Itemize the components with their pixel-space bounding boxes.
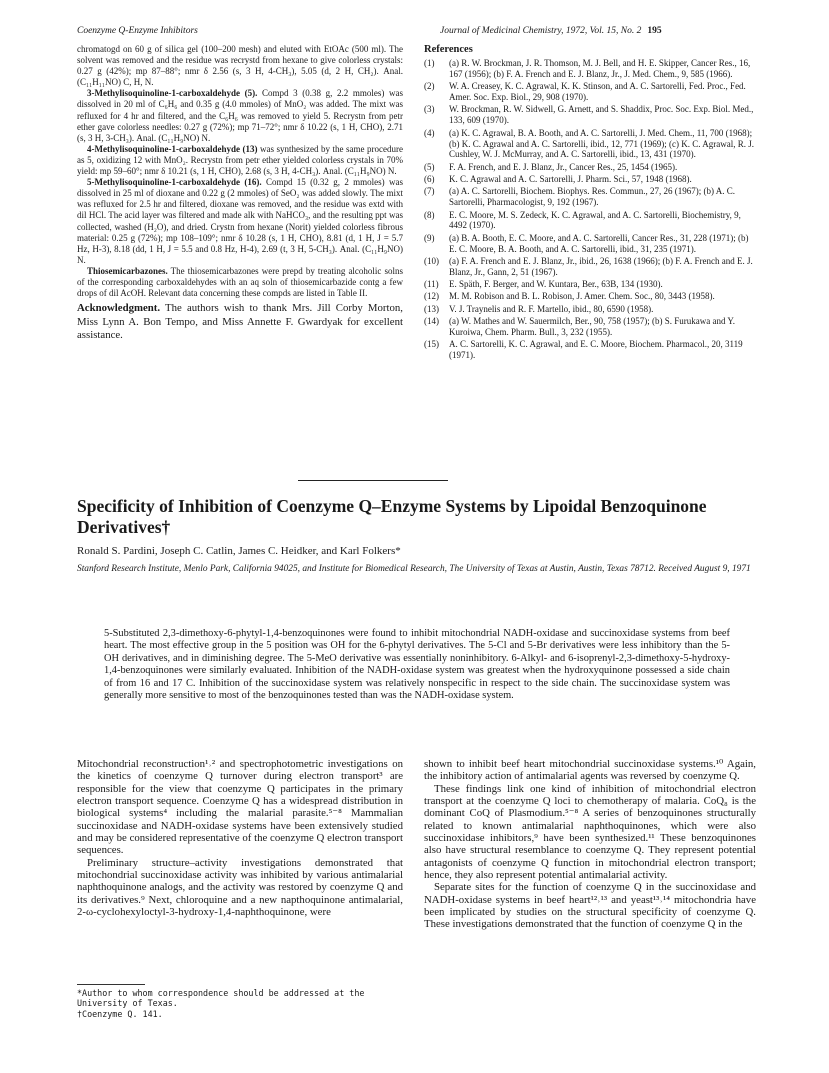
- reference-item: (3) W. Brockman, R. W. Sidwell, G. Arnett, and S. Shaddix, Proc. Soc. Exp. Biol. Med., 133, 609 (1970).: [424, 104, 754, 126]
- compound-heading: Thiosemicarbazones.: [87, 265, 168, 276]
- reference-item: (4) (a) K. C. Agrawal, B. A. Booth, and A. C. Sartorelli, J. Med. Chem., 11, 700 (1968); (b) K. C. Agrawal and A. C. Sartorelli, ibid., 12, 771 (1969); (c) K. C. Agrawal, R. J. Cushley, W. J. McMurray, and A. C. Sartorelli, ibid., 13, 431 (1970).: [424, 127, 754, 160]
- compound-heading: 5-Methylisoquinoline-1-carboxaldehyde (16).: [87, 177, 262, 188]
- body-paragraph: These findings link one kind of inhibition of mitochondrial electron transport at the coenzyme Q loci to chemotherapy of malaria. CoQ₈ is the dominant CoQ of Plasmodium.⁵⁻⁸ A series of benzoquinones structurally related to known antimalarial naphthoquinones, which were also succinoxidase inhibitors,⁹ have been synthesized.¹¹ These benzoquinones also have structural resemblance to coenzyme Q. They represent potential antagonists of coenzyme Q function in mitochondrial electron transport; hence, they also represent potential antimalarial activity.: [424, 782, 756, 882]
- reference-item: (7) (a) A. C. Sartorelli, Biochem. Biophys. Res. Commun., 27, 26 (1967); (b) A. C. Sartorelli, Pharmacologist, 9, 192 (1967).: [424, 186, 735, 208]
- running-header-left: Coenzyme Q-Enzyme Inhibitors: [77, 26, 198, 36]
- running-header-right: [440, 26, 662, 36]
- reference-item: (14) (a) W. Mathes and W. Sauermilch, Ber., 90, 758 (1957); (b) S. Furukawa and Y. Kuroiwa, Chem. Pharm. Bull., 3, 232 (1955).: [424, 316, 735, 337]
- journal-citation: Journal of Medicinal Chemistry, 1972, Vol. 15, No. 2: [440, 26, 642, 36]
- footnote: *Author to whom correspondence should be addressed at the University of Texas.: [77, 988, 365, 1009]
- references-section: [424, 44, 756, 362]
- footnote: †Coenzyme Q. 141.: [77, 1008, 163, 1019]
- experimental-paragraph: chromatogd on 60 g of silica gel (100–200 mesh) and eluted with EtOAc (500 ml). The solvent was removed and the residue was recrystd from hexane to give colorless crystals: 0.27 g (42%); mp 87–88°; nmr δ 2.56 (s, 3 H, 4-CH₃), 5.05 (d, 2 H, CH₂). Anal. (C₁₁H₁₁NO) C, H, N.: [77, 44, 403, 88]
- reference-item: (1) (a) R. W. Brockman, J. R. Thomson, M. J. Bell, and H. E. Skipper, Cancer Res., 16, 167 (1956); (b) F. A. French and E. J. Blanz, Jr., J. Med. Chem., 9, 585 (1966).: [424, 58, 751, 79]
- experimental-paragraph: 3-Methylisoquinoline-1-carboxaldehyde (5). Compd 3 (0.38 g, 2.2 mmoles) was dissolved in 20 ml of C₆H₆ and 0.35 g (4.0 mmoles) of MnO₂ was added. The mixt was refluxed for 4 hr and filtered, and the C₆H₆ was removed to yield 5. Recrystn from petr ether gave colorless needles: 0.27 g (72%); mp 71–72°; nmr δ 10.22 (s, 1 H, CHO), 2.71 (s, 3 H, 3-CH₃). Anal. (C₁₁H₉NO) N.: [77, 88, 403, 143]
- reference-item: (5) F. A. French, and E. J. Blanz, Jr., Cancer Res., 25, 1454 (1965).: [424, 161, 678, 172]
- author-list: Ronald S. Pardini, Joseph C. Catlin, James C. Heidker, and Karl Folkers*: [77, 545, 401, 557]
- experimental-paragraph: Thiosemicarbazones. The thiosemicarbazones were prepd by treating alcoholic solns of the corresponding carboxaldehydes with an aq soln of thiosemicarbazide contg a few drops of dil AcOH. Relevant data concerning these compds are listed in Table II.: [77, 265, 403, 299]
- experimental-paragraph: 5-Methylisoquinoline-1-carboxaldehyde (16). Compd 15 (0.32 g, 2 mmoles) was dissolved in 25 ml of dioxane and 0.22 g (2 mmoles) of SeO₂ was added slowly. The mixt was refluxed for 2.5 hr and filtered, dioxane was removed, and the residue was extd with dil HCl. The acid layer was filtered and made alk with NaHCO₃, and the resulting ppt was collected, washed (H₂O), and dried. Crystn from hexane (Norit) yielded colorless fibrous material: 0.25 g (72%); mp 108–109°; nmr δ 10.28 (s, 1 H, CHO), 8.81 (d, 1 H, J = 5.7 Hz, H-3), 8.18 (dd, 1 H, J = 5.5 and 0.8 Hz, H-4), 2.69 (t, 3 H, 5-CH₃). Anal. (C₁₁H₉NO) N.: [77, 177, 403, 265]
- body-paragraph: Separate sites for the function of coenzyme Q in the succinoxidase and NADH-oxidase systems in beef heart¹²˒¹³ and yeast¹³˒¹⁴ mitochondria have been implicated by studies on the structural specificity of coenzyme Q. These investigations demonstrated that the function of coenzyme Q in the: [424, 881, 756, 931]
- reference-item: (11) E. Späth, F. Berger, and W. Kuntara, Ber., 63B, 134 (1930).: [424, 279, 663, 290]
- body-text-left: [77, 758, 403, 918]
- body-paragraph: shown to inhibit beef heart mitochondrial succinoxidase systems.¹⁰ Again, the inhibitory action of antimalarial agents was reversed by coenzyme Q.: [424, 758, 756, 783]
- experimental-paragraph: 4-Methylisoquinoline-1-carboxaldehyde (13) was synthesized by the same procedure as 5, oxidizing 12 with MnO₂. Recrystn from petr ether yielded colorless crystals in 70% yield: mp 59–60°; nmr δ 10.21 (s, 1 H, CHO), 2.68 (s, 3 H, 4-CH₃). Anal. (C₁₁H₉NO) N.: [77, 143, 404, 177]
- body-paragraph: Mitochondrial reconstruction¹˒² and spectrophotometric investigations on the kinetics of coenzyme Q turnover during electron transport³ are responsible for the view that coenzyme Q participates in the primary electron transport sequence. Coenzyme Q has a widespread distribution in biological systems⁴ including the malarial parasite.⁵⁻⁸ Mammalian succinoxidase and NADH-oxidase systems have been extensively studied and may be considered representative of the coenzyme Q electron transport sequences.: [77, 758, 403, 857]
- experimental-section: [77, 44, 403, 343]
- compound-heading: 3-Methylisoquinoline-1-carboxaldehyde (5).: [87, 88, 258, 99]
- reference-item: (10) (a) F. A. French and E. J. Blanz, Jr., ibid., 26, 1638 (1966); (b) F. A. French and E. J. Blanz, Jr., Gann, 2, 51 (1967).: [424, 255, 753, 277]
- reference-item: (6) K. C. Agrawal and A. C. Sartorelli, J. Pharm. Sci., 57, 1948 (1968).: [424, 174, 692, 185]
- acknowledgment-label: Acknowledgment.: [77, 302, 161, 315]
- compound-heading: 4-Methylisoquinoline-1-carboxaldehyde (13): [87, 143, 258, 154]
- body-text-right: [424, 758, 756, 931]
- section-divider: [298, 480, 448, 481]
- reference-item: (9) (a) B. A. Booth, E. C. Moore, and A. C. Sartorelli, Cancer Res., 31, 228 (1971); (b) E. C. Moore, B. A. Booth, and A. C. Sartorelli, ibid., 31, 235 (1971).: [424, 232, 749, 254]
- references-list: [424, 58, 756, 361]
- body-paragraph: Preliminary structure–activity investigations demonstrated that mitochondrial succinoxidase activity was inhibited by various antimalarial naphthoquinone analogs, and the activity was restored by coenzyme Q and its derivatives.⁹ Next, chloroquine and a new napthoquinone antimalarial, 2-ω-cyclohexyloctyl-3-hydroxy-1,4-naphthoquinone, were: [77, 856, 403, 919]
- abstract: 5-Substituted 2,3-dimethoxy-6-phytyl-1,4-benzoquinones were found to inhibit mitochondrial NADH-oxidase and succinoxidase systems from beef heart. The most effective group in the 5 position was OH for the 6-phytyl derivatives. The 5-Cl and 5-Br derivatives were less inhibitory than the 5-OH derivatives, and in diminishing degree. The 5-MeO derivative was essentially noninhibitory. 6-Alkyl- and 6-isoprenyl-2,3-dimethoxy-5-hydroxy-1,4-benzoquinones were similarly evaluated. Inhibition of the NADH-oxidase system was greatest when the hydroxyquinone possessed a side chain of from 16 and 17 C. Inhibition of the succinoxidase system was relatively nonspecific in respect to the side chain. The succinoxidase system was generally more sensitive to most of the benzoquinones tested than was the NADH-oxidase system.: [104, 628, 730, 702]
- page-number: 195: [647, 26, 662, 36]
- reference-item: (13) V. J. Traynelis and R. F. Martello, ibid., 80, 6590 (1958).: [424, 303, 654, 314]
- reference-item: (15) A. C. Sartorelli, K. C. Agrawal, and E. C. Moore, Biochem. Pharmacol., 20, 3119 (1971).: [424, 339, 743, 361]
- acknowledgment: Acknowledgment. The authors wish to thank Mrs. Jill Corby Morton, Miss Lynn A. Bon Tempo, and Miss Annette F. Gwardyak for excellent assistance.: [77, 302, 403, 342]
- reference-item: (12) M. M. Robison and B. L. Robison, J. Amer. Chem. Soc., 80, 3443 (1958).: [424, 291, 715, 302]
- article-title: Specificity of Inhibition of Coenzyme Q–Enzyme Systems by Lipoidal Benzoquinone Derivatives†: [77, 496, 707, 537]
- footnotes: [77, 988, 397, 1019]
- footnote-rule: [77, 984, 145, 985]
- references-heading: References: [424, 44, 473, 55]
- reference-item: (2) W. A. Creasey, K. C. Agrawal, K. K. Stinson, and A. C. Sartorelli, Fed. Proc., Fed. Amer. Soc. Exp. Biol., 29, 908 (1970).: [424, 81, 746, 103]
- affiliation: Stanford Research Institute, Menlo Park, California 94025, and Institute for Biomedical Research, The University of Texas at Austin, Austin, Texas 78712. Received August 9, 1971: [77, 564, 751, 574]
- reference-item: (8) E. C. Moore, M. S. Zedeck, K. C. Agrawal, and A. C. Sartorelli, Biochemistry, 9, 4492 (1970).: [424, 209, 741, 231]
